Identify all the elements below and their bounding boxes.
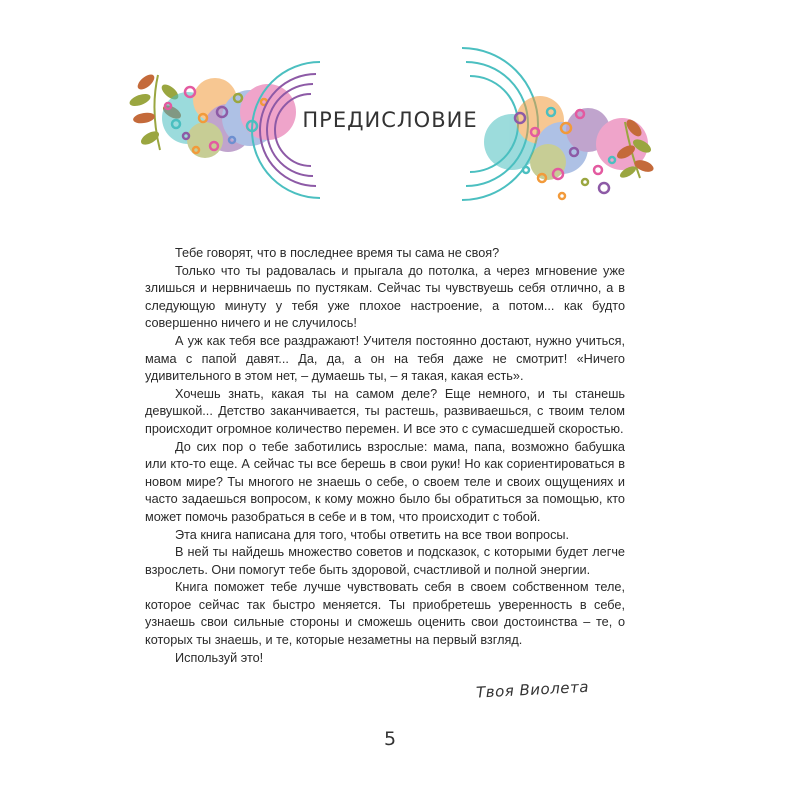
paragraph: Тебе говорят, что в последнее время ты сама не своя? [175, 246, 500, 260]
paragraph: А уж как тебя все раздражают! Учителя постоянно достают, нужно учиться, мама с папой давят... Да, да, а он на тебя даже не смотрит! «Ничего удивительного в этом нет, – думаешь ты, – я такая, какая есть». [145, 333, 625, 384]
paragraph: Хочешь знать, какая ты на самом деле? Еще немного, и ты станешь девушкой... Детство заканчивается, ты растешь, развиваешься, с твоим телом происходит огромное количество перемен. И все это с сумасшедшей скоростью. [145, 386, 625, 436]
body-text [145, 245, 625, 667]
page-number: 5 [383, 728, 397, 750]
paragraph: В ней ты найдешь множество советов и подсказок, с которыми будет легче взрослеть. Они помогут тебе быть здоровой, счастливой и полной энергии. [145, 545, 625, 577]
paragraph: Используй это! [175, 650, 264, 665]
paragraph: Эта книга написана для того, чтобы ответить на все твои вопросы. [175, 527, 570, 542]
page-title: ПРЕДИСЛОВИЕ [302, 108, 478, 132]
paragraph: Только что ты радовалась и прыгала до потолка, а через мгновение уже злишься и нервничаешь по пустякам. Сейчас ты чувствуешь себя отлично, а в следующую минуту у тебя уже плохое настроение, а потом... как будто совершенно ничего и не случилось! [145, 263, 625, 331]
paragraph: До сих пор о тебе заботились взрослые: мама, папа, возможно бабушка или кто-то еще. А сейчас ты все берешь в свои руки! Но как сориентироваться в новом мире? Ты многого не знаешь о себе, о своем теле и своих ощущениях и часто задаешься вопросом, к кому можно было бы обратиться за помощью, кто может помочь разобраться в себе и в том, что происходит с тобой. [145, 439, 625, 524]
right-bubble-cluster [484, 96, 648, 180]
paragraph: Книга поможет тебе лучше чувствовать себя в своем собственном теле, которое сейчас так быстро меняется. Ты приобретешь уверенность в себе, узнаешь свои сильные стороны и сможешь оценить свои достоинства – те, о которых ты знаешь, и те, которые незаметны на первый взгляд. [145, 580, 625, 648]
signature: Твоя Виолета [475, 677, 590, 702]
